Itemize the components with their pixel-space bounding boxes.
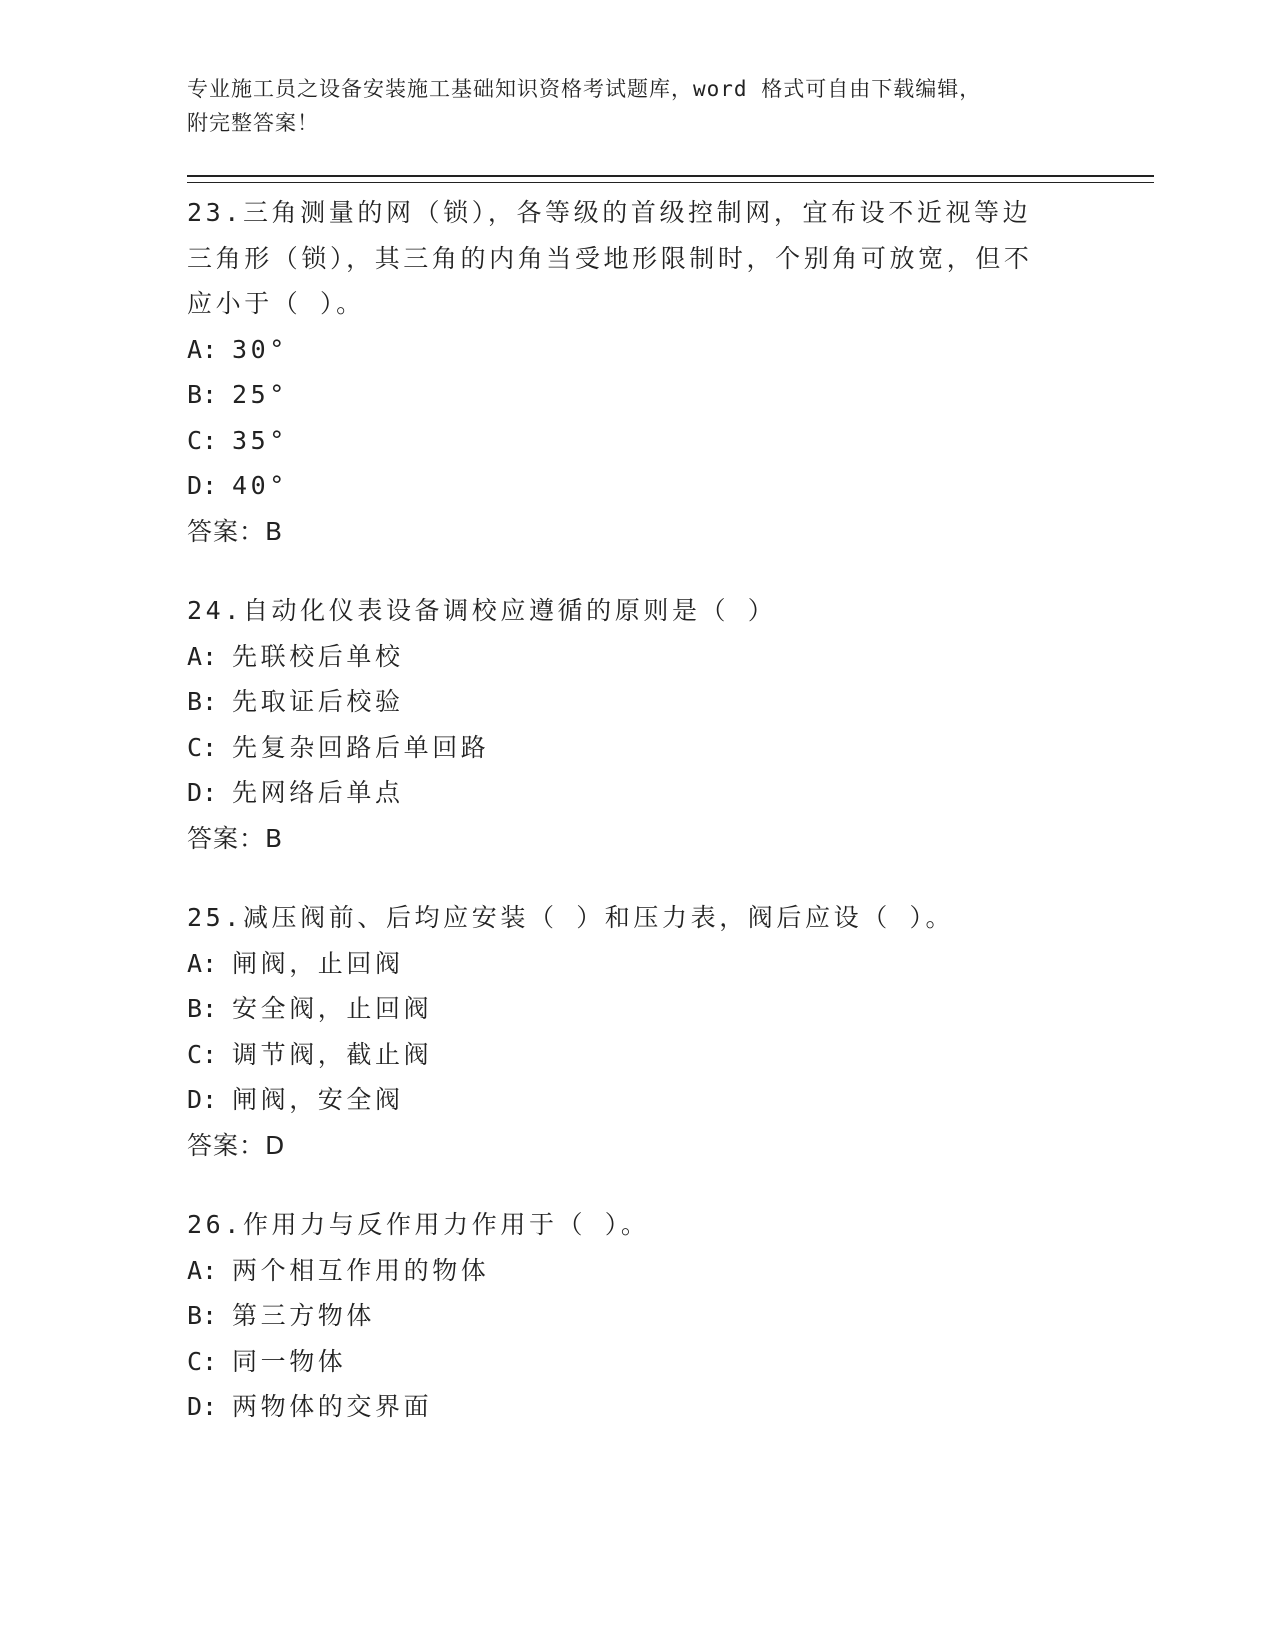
answer-line: 答案：D xyxy=(187,1130,286,1160)
question-stem: 26.作用力与反作用力作用于（ ）。 xyxy=(187,1210,650,1239)
answer-line: 答案：B xyxy=(187,823,284,853)
option-text: 同一物体 xyxy=(232,1346,347,1376)
option-text: 调节阀，截止阀 xyxy=(232,1039,433,1069)
option-b xyxy=(187,986,1087,1032)
question-stem: 25.减压阀前、后均应安装（ ）和压力表，阀后应设（ ）。 xyxy=(187,903,955,932)
option-label: B: xyxy=(187,994,218,1023)
option-label: A: xyxy=(187,641,218,671)
option-label: D: xyxy=(187,1085,218,1114)
option-label: C: xyxy=(187,732,218,762)
question-stem: 24.自动化仪表设备调校应遵循的原则是（ ） xyxy=(187,596,777,625)
header-line-2: 附完整答案！ xyxy=(187,111,319,135)
option-text: 30° xyxy=(232,334,288,364)
option-a xyxy=(187,941,1087,987)
option-label: D: xyxy=(187,1392,218,1421)
option-text: 闸阀，安全阀 xyxy=(232,1085,404,1114)
option-b xyxy=(187,372,1087,418)
option-label: C: xyxy=(187,1039,218,1069)
option-c xyxy=(187,725,1087,771)
option-text: 第三方物体 xyxy=(232,1301,376,1330)
option-label: B: xyxy=(187,1301,218,1330)
answer-line: 答案：B xyxy=(187,516,284,546)
option-a xyxy=(187,327,1087,373)
option-a xyxy=(187,1248,1087,1294)
option-b xyxy=(187,679,1087,725)
question-24 xyxy=(187,588,1087,861)
option-c xyxy=(187,1339,1087,1385)
document-header xyxy=(187,72,1087,140)
option-text: 35° xyxy=(232,425,288,455)
header-line-1: 专业施工员之设备安装施工基础知识资格考试题库，word 格式可自由下载编辑， xyxy=(187,77,982,101)
option-label: B: xyxy=(187,687,218,716)
option-label: C: xyxy=(187,1346,218,1376)
option-d xyxy=(187,463,1087,509)
option-d xyxy=(187,770,1087,816)
question-list xyxy=(187,190,1087,1464)
question-stem: 23.三角测量的网（锁），各等级的首级控制网，宜布设不近视等边三角形（锁），其三角的内角当受地形限制时，个别角可放宽，但不应小于（ ）。 xyxy=(187,198,1033,318)
option-label: A: xyxy=(187,948,218,978)
option-d xyxy=(187,1077,1087,1123)
option-b xyxy=(187,1293,1087,1339)
option-text: 先取证后校验 xyxy=(232,687,404,716)
question-25 xyxy=(187,895,1087,1168)
option-text: 先联校后单校 xyxy=(232,641,404,671)
option-text: 40° xyxy=(232,471,288,500)
option-text: 安全阀，止回阀 xyxy=(232,994,433,1023)
option-c xyxy=(187,418,1087,464)
option-text: 闸阀，止回阀 xyxy=(232,948,404,978)
header-divider-thick xyxy=(187,175,1154,177)
option-text: 先网络后单点 xyxy=(232,778,404,807)
option-text: 先复杂回路后单回路 xyxy=(232,732,490,762)
option-a xyxy=(187,634,1087,680)
option-c xyxy=(187,1032,1087,1078)
option-text: 25° xyxy=(232,380,288,409)
header-divider-thin xyxy=(187,182,1154,183)
option-label: A: xyxy=(187,334,218,364)
option-label: B: xyxy=(187,380,218,409)
question-23 xyxy=(187,190,1087,554)
option-text: 两个相互作用的物体 xyxy=(232,1255,490,1285)
option-d xyxy=(187,1384,1087,1430)
option-label: A: xyxy=(187,1255,218,1285)
option-text: 两物体的交界面 xyxy=(232,1392,433,1421)
option-label: D: xyxy=(187,778,218,807)
option-label: C: xyxy=(187,425,218,455)
question-26 xyxy=(187,1202,1087,1430)
option-label: D: xyxy=(187,471,218,500)
